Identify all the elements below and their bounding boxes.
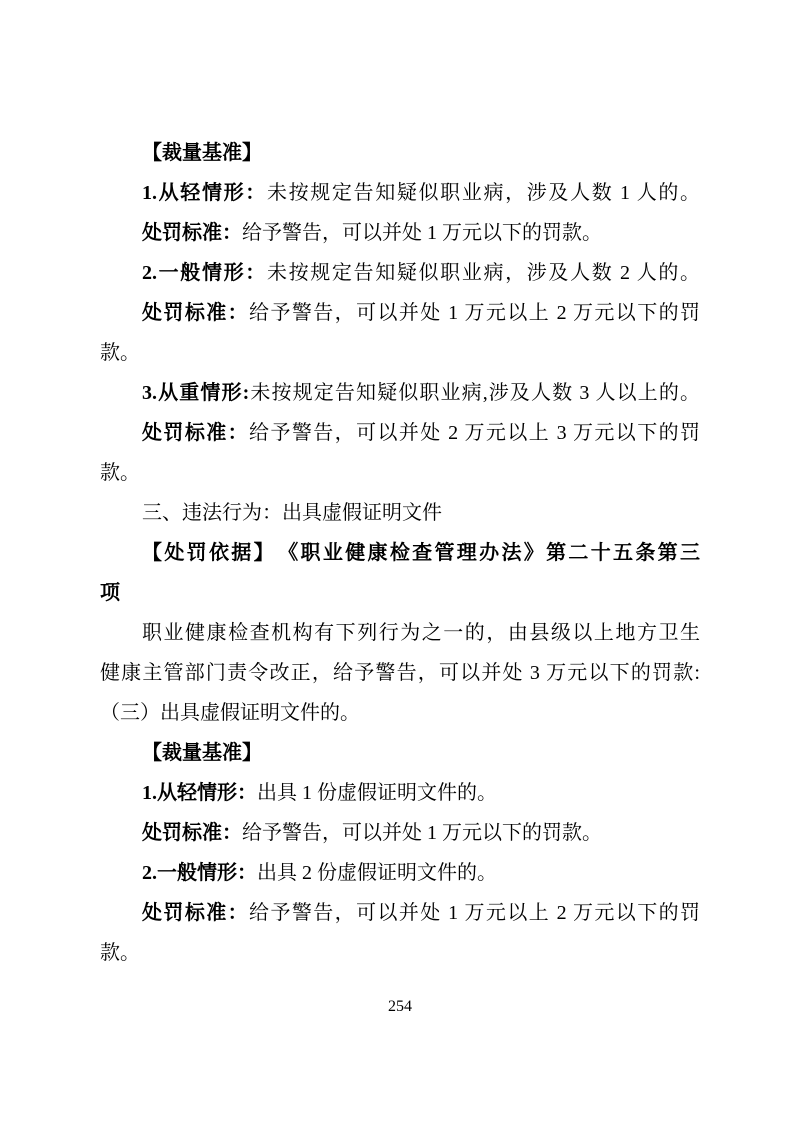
text-line	[100, 853, 700, 893]
text-segment: 未按规定告知疑似职业病，涉及人数 1 人的。	[266, 182, 700, 204]
bold-text-segment: 处罚标准：	[142, 902, 250, 924]
text-line	[100, 533, 700, 573]
bold-text-segment: 【处罚依据】	[142, 542, 266, 564]
text-line	[100, 613, 700, 653]
text-segment: 未按规定告知疑似职业病，涉及人数 2 人的。	[266, 262, 700, 284]
bold-text-segment: 1.从轻情形：	[142, 782, 257, 804]
bold-text-segment: 处罚标准：	[142, 302, 250, 324]
text-line	[100, 253, 700, 293]
bold-text-segment: 2.一般情形：	[142, 262, 267, 284]
bold-text-segment: 处罚标准：	[142, 222, 242, 244]
bold-text-segment: 【裁量基准】	[142, 742, 262, 764]
text-segment: 三、违法行为：出具虚假证明文件	[142, 502, 442, 524]
text-line	[100, 453, 700, 493]
text-line	[100, 173, 700, 213]
bold-text-segment: 2.一般情形：	[142, 862, 257, 884]
text-line	[100, 333, 700, 373]
bold-text-segment: 【裁量基准】	[142, 142, 262, 164]
text-segment: 健康主管部门责令改正，给予警告，可以并处 3 万元以下的罚款:	[100, 662, 700, 684]
text-line	[100, 933, 700, 973]
text-segment: 款。	[100, 342, 140, 364]
text-line	[100, 573, 700, 613]
text-line	[100, 813, 700, 853]
bold-text-segment: 处罚标准：	[142, 422, 250, 444]
text-line	[100, 293, 700, 333]
text-segment: 出具 1 份虚假证明文件的。	[257, 782, 497, 804]
text-line	[100, 373, 700, 413]
text-segment: 给予警告，可以并处 1 万元以上 2 万元以下的罚	[249, 902, 700, 924]
text-line	[100, 413, 700, 453]
text-line	[100, 733, 700, 773]
text-segment: 给予警告，可以并处 1 万元以下的罚款。	[242, 222, 602, 244]
text-segment: 未按规定告知疑似职业病,涉及人数 3 人以上的。	[249, 382, 700, 404]
text-segment: 款。	[100, 462, 140, 484]
text-segment: 给予警告，可以并处 1 万元以上 2 万元以下的罚	[249, 302, 700, 324]
text-line	[100, 773, 700, 813]
text-segment: 款。	[100, 942, 140, 964]
text-segment: 给予警告，可以并处 1 万元以下的罚款。	[242, 822, 602, 844]
bold-text-segment: 3.从重情形:	[142, 382, 250, 404]
bold-text-segment: 项	[100, 582, 120, 604]
text-line	[100, 213, 700, 253]
text-segment: 职业健康检查机构有下列行为之一的，由县级以上地方卫生	[142, 622, 700, 644]
document-body	[100, 133, 700, 973]
text-segment: 给予警告，可以并处 2 万元以上 3 万元以下的罚	[249, 422, 700, 444]
text-line	[100, 493, 700, 533]
bold-text-segment: 《职业健康检查管理办法》第二十五条第三	[265, 542, 700, 564]
page-number: 254	[388, 998, 412, 1015]
bold-text-segment: 1.从轻情形：	[142, 182, 267, 204]
text-line	[100, 653, 700, 693]
text-segment: （三）出具虚假证明文件的。	[100, 702, 360, 724]
text-line	[100, 133, 700, 173]
text-segment: 出具 2 份虚假证明文件的。	[257, 862, 497, 884]
text-line	[100, 893, 700, 933]
bold-text-segment: 处罚标准：	[142, 822, 242, 844]
text-line	[100, 693, 700, 733]
